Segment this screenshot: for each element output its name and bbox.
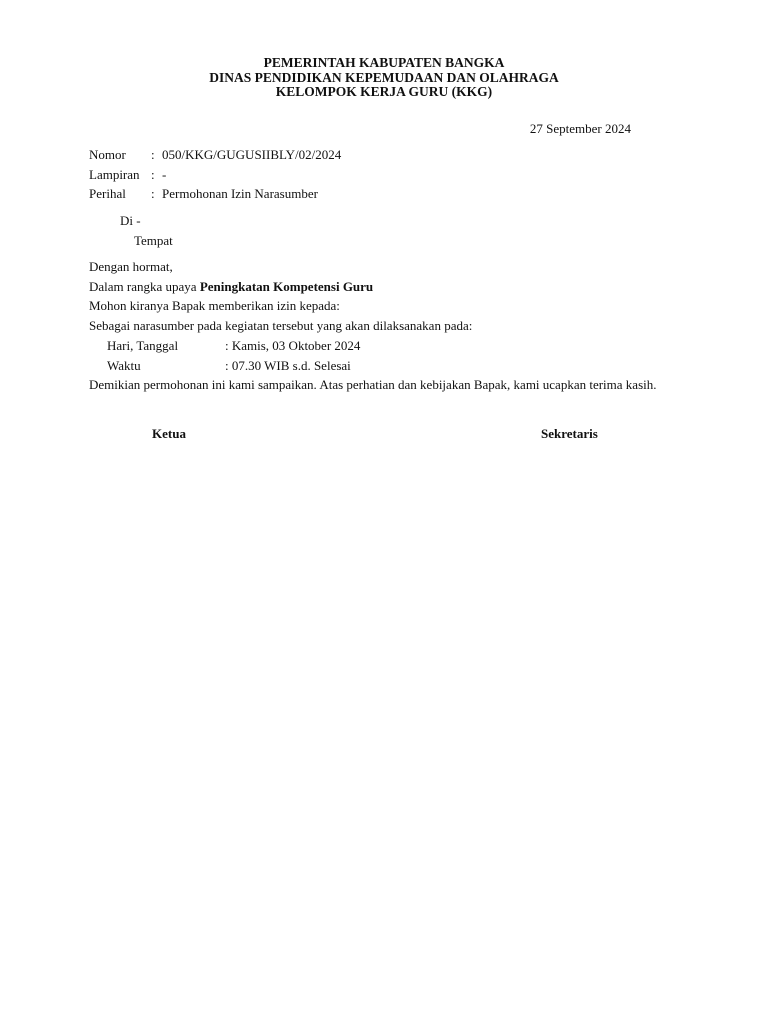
meta-value: - — [162, 166, 167, 182]
recipient-line-2: Tempat — [134, 232, 173, 248]
meta-label: Nomor — [89, 147, 126, 162]
body-paragraph-2: Mohon kiranya Bapak memberikan izin kepada: — [89, 298, 340, 314]
greeting: Dengan hormat, — [89, 259, 173, 274]
letterhead-line-1: PEMERINTAH KABUPATEN BANGKA — [263, 55, 505, 70]
letterhead — [0, 56, 768, 100]
detail-label: Hari, Tanggal — [107, 337, 179, 353]
meta-colon: : — [151, 166, 155, 182]
detail-value: : Kamis, 03 Oktober 2024 — [225, 337, 361, 353]
detail-row-date — [89, 336, 679, 356]
recipient-line-1: Di - — [120, 213, 141, 228]
meta-value: Permohonan Izin Narasumber — [162, 186, 318, 201]
meta-row-lampiran — [89, 165, 341, 185]
letterhead-line-2: DINAS PENDIDIKAN KEPEMUDAAN DAN OLAHRAGA — [209, 69, 559, 85]
signature-sekretaris: Sekretaris — [541, 426, 598, 441]
closing-paragraph: Demikian permohonan ini kami sampaikan. Atas perhatian dan kebijakan Bapak, kami ucapkan terima kasih. — [89, 377, 657, 393]
meta-colon: : — [151, 186, 155, 201]
detail-label: Waktu — [107, 357, 141, 373]
meta-colon: : — [151, 147, 155, 162]
letter-body — [89, 257, 679, 395]
letter-date: 27 September 2024 — [529, 121, 631, 136]
meta-label: Perihal — [89, 186, 126, 201]
detail-row-time — [89, 356, 679, 376]
meta-value: 050/KKG/GUGUSIIBLY/02/2024 — [162, 147, 342, 162]
letter-meta — [89, 145, 341, 204]
detail-value: : 07.30 WIB s.d. Selesai — [225, 357, 351, 373]
recipient-block — [120, 211, 173, 250]
meta-row-perihal — [89, 184, 341, 204]
signature-ketua: Ketua — [152, 426, 186, 441]
meta-row-nomor — [89, 145, 341, 165]
body-paragraph-1-prefix: Dalam rangka upaya — [89, 278, 200, 294]
meta-label: Lampiran — [89, 166, 140, 182]
body-paragraph-1 — [89, 277, 679, 297]
body-paragraph-3: Sebagai narasumber pada kegiatan tersebut yang akan dilaksanakan pada: — [89, 318, 473, 334]
letterhead-line-3: KELOMPOK KERJA GURU (KKG) — [275, 84, 493, 99]
body-paragraph-1-emphasis: Peningkatan Kompetensi Guru — [199, 278, 374, 294]
